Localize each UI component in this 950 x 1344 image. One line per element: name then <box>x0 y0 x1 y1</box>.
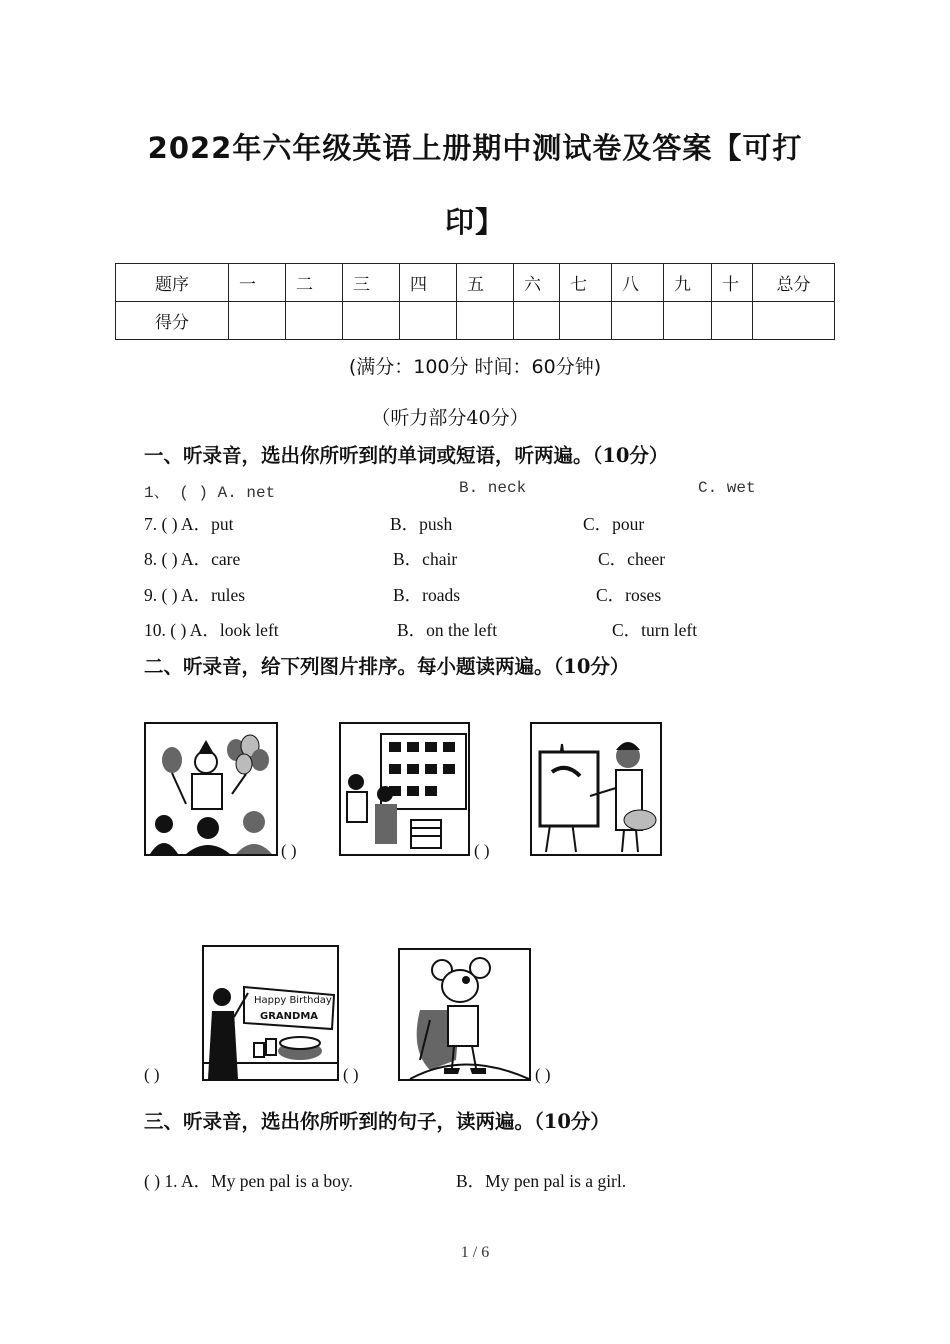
superhero-mouse-picture <box>398 948 531 1081</box>
section3-heading: 三、听录音，选出你所听到的句子，读两遍。（10分） <box>144 1110 610 1133</box>
question-7-a: 7. ( ) A．put <box>144 514 234 534</box>
question-9-a: 9. ( ) A．rules <box>144 585 246 605</box>
table-cell[interactable] <box>712 302 753 340</box>
table-cell[interactable] <box>753 302 835 340</box>
table-cell: 题序 <box>116 264 229 302</box>
document-title-line1: 2022年六年级英语上册期中测试卷及答案【可打 <box>147 131 803 165</box>
score-table <box>115 263 835 340</box>
answer-blank[interactable]: ( ) <box>281 841 297 860</box>
table-cell: 总分 <box>753 264 835 302</box>
question-1-a: 1、 ( ) A. net <box>144 484 276 502</box>
question-1-b: B. neck <box>459 479 527 497</box>
answer-blank[interactable]: ( ) <box>343 1065 359 1084</box>
question-10-c: C．turn left <box>612 620 698 640</box>
table-cell: 三 <box>343 264 400 302</box>
answer-blank[interactable]: ( ) <box>474 841 490 860</box>
table-cell[interactable] <box>400 302 457 340</box>
score-table-header-row <box>116 264 835 302</box>
table-cell: 八 <box>612 264 664 302</box>
section2-heading: 二、听录音，给下列图片排序。每小题读两遍。（10分） <box>144 655 630 678</box>
question-9-b: B．roads <box>393 585 461 605</box>
table-cell: 五 <box>457 264 514 302</box>
table-cell: 一 <box>229 264 286 302</box>
question-8-c: C．cheer <box>598 549 666 569</box>
table-cell[interactable] <box>343 302 400 340</box>
question-10-b: B．on the left <box>397 620 498 640</box>
table-cell[interactable] <box>664 302 712 340</box>
table-cell: 二 <box>286 264 343 302</box>
question-1-c: C. wet <box>698 479 756 497</box>
table-cell: 四 <box>400 264 457 302</box>
balloon-party-picture <box>144 722 278 856</box>
question-3-1-a: ( ) 1. A．My pen pal is a boy. <box>144 1171 353 1191</box>
document-title-line2: 印】 <box>444 205 505 239</box>
section1-heading: 一、听录音，选出你所听到的单词或短语，听两遍。（10分） <box>144 444 669 467</box>
table-cell[interactable] <box>457 302 514 340</box>
table-cell[interactable] <box>612 302 664 340</box>
score-time-info: (满分：100分 时间：60分钟) <box>348 356 602 378</box>
score-table-score-row <box>116 302 835 340</box>
question-7-c: C．pour <box>583 514 645 534</box>
answer-blank[interactable]: ( ) <box>144 1065 160 1084</box>
banner-text: Happy Birthday <box>254 995 332 1006</box>
question-3-1-b: B．My pen pal is a girl. <box>456 1171 627 1191</box>
svg-text:GRANDMA: GRANDMA <box>260 1011 319 1022</box>
page-number: 1 / 6 <box>460 1244 490 1261</box>
table-cell[interactable] <box>514 302 560 340</box>
question-10-a: 10. ( ) A．look left <box>144 620 279 640</box>
table-cell: 九 <box>664 264 712 302</box>
birthday-grandma-picture <box>202 945 339 1081</box>
painting-easel-picture <box>530 722 662 856</box>
table-cell: 六 <box>514 264 560 302</box>
table-cell[interactable] <box>229 302 286 340</box>
question-8-a: 8. ( ) A．care <box>144 549 241 569</box>
train-station-picture <box>339 722 470 856</box>
table-cell: 七 <box>560 264 612 302</box>
question-9-c: C．roses <box>596 585 662 605</box>
table-cell[interactable] <box>286 302 343 340</box>
table-cell[interactable] <box>560 302 612 340</box>
listening-part-label: （听力部分40分） <box>371 407 529 429</box>
question-7-b: B．push <box>390 514 453 534</box>
table-cell: 十 <box>712 264 753 302</box>
answer-blank[interactable]: ( ) <box>535 1065 551 1084</box>
table-cell: 得分 <box>116 302 229 340</box>
question-8-b: B．chair <box>393 549 458 569</box>
